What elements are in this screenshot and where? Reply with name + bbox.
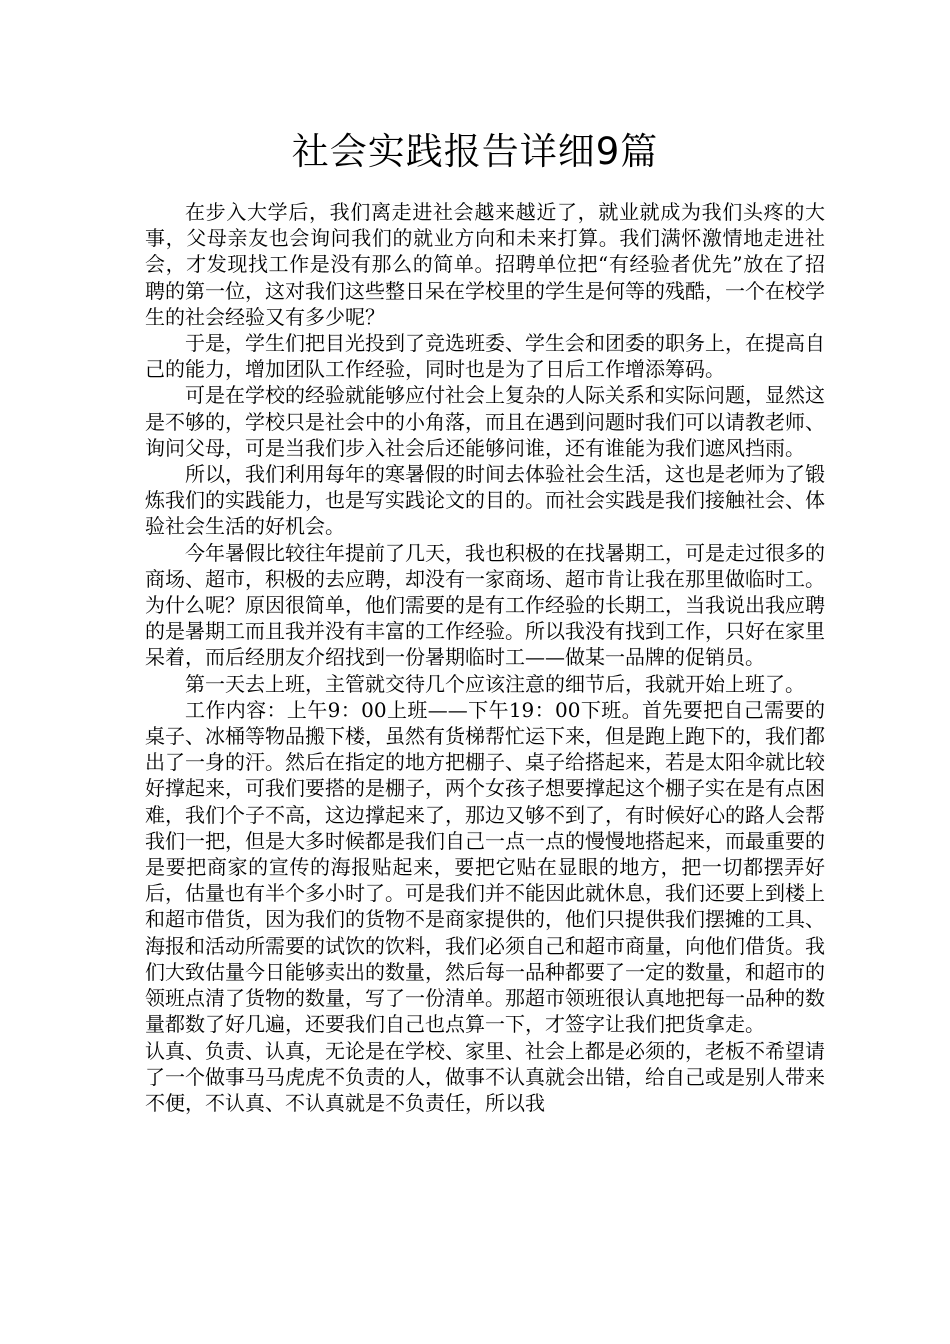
paragraph: 第一天去上班，主管就交待几个应该注意的细节后，我就开始上班了。 bbox=[185, 671, 805, 696]
paragraph: 工作内容：上午9：00上班——下午19：00下班。首先要把自己需要的桌子、冰桶等物品搬下楼，虽然有货梯帮忙运下来，但是跑上跑下的，我们都出了一身的汗。然后在指定的地方把棚子、桌子给搭起来，若是太阳伞就比较好撑起来，可我们要搭的是棚子，两个女孩子想要撑起这个棚子实在是有点困难，我们个子不高，这边撑起来了，那边又够不到了，有时候好心的路人会帮我们一把，但是大多时候都是我们自己一点一点的慢慢地搭起来，而最重要的是要把商家的宣传的海报贴起来，要把它贴在显眼的地方，把一切都摆弄好后，估量也有半个多小时了。可是我们并不能因此就休息，我们还要上到楼上和超市借货，因为我们的货物不是商家提供的，他们只提供我们摆摊的工具、海报和活动所需要的试饮的饮料，我们必须自己和超市商量，向他们借货。我们大致估量今日能够卖出的数量，然后每一品种都要了一定的数量，和超市的领班点清了货物的数量，写了一份清单。那超市领班很认真地把每一品种的数量都数了好几遍，还要我们自己也点算一下，才签字让我们把货拿走。 bbox=[145, 697, 825, 1037]
paragraph: 可是在学校的经验就能够应付社会上复杂的人际关系和实际问题，显然这是不够的，学校只是社会中的小角落，而且在遇到问题时我们可以请教老师、询问父母，可是当我们步入社会后还能够问谁，还有谁能为我们遮风挡雨。 bbox=[145, 383, 825, 460]
paragraph: 认真、负责、认真，无论是在学校、家里、社会上都是必须的，老板不希望请了一个做事马马虎虎不负责的人，做事不认真就会出错，给自己或是别人带来不便，不认真、不认真就是不负责任，所以我 bbox=[145, 1038, 825, 1115]
paragraph: 所以，我们利用每年的寒暑假的时间去体验社会生活，这也是老师为了锻炼我们的实践能力，也是写实践论文的目的。而社会实践是我们接触社会、体验社会生活的好机会。 bbox=[145, 462, 825, 539]
paragraph: 在步入大学后，我们离走进社会越来越近了，就业就成为我们头疼的大事，父母亲友也会询问我们的就业方向和未来打算。我们满怀激情地走进社会，才发现找工作是没有那么的简单。招聘单位把“有经验者优先”放在了招聘的第一位，这对我们这些整日呆在学校里的学生是何等的残酷，一个在校学生的社会经验又有多少呢？ bbox=[145, 200, 825, 329]
paragraph: 于是，学生们把目光投到了竞选班委、学生会和团委的职务上，在提高自己的能力，增加团队工作经验，同时也是为了日后工作增添筹码。 bbox=[145, 331, 825, 382]
document-title: 社会实践报告详细9篇 bbox=[291, 130, 659, 173]
document-body bbox=[145, 199, 825, 1116]
paragraph: 今年暑假比较往年提前了几天，我也积极的在找暑期工，可是走过很多的商场、超市，积极的去应聘，却没有一家商场、超市肯让我在那里做临时工。为什么呢？原因很简单，他们需要的是有工作经验的长期工，当我说出我应聘的是暑期工而且我并没有丰富的工作经验。所以我没有找到工作，只好在家里呆着，而后经朋友介绍找到一份暑期临时工——做某一品牌的促销员。 bbox=[145, 540, 825, 670]
